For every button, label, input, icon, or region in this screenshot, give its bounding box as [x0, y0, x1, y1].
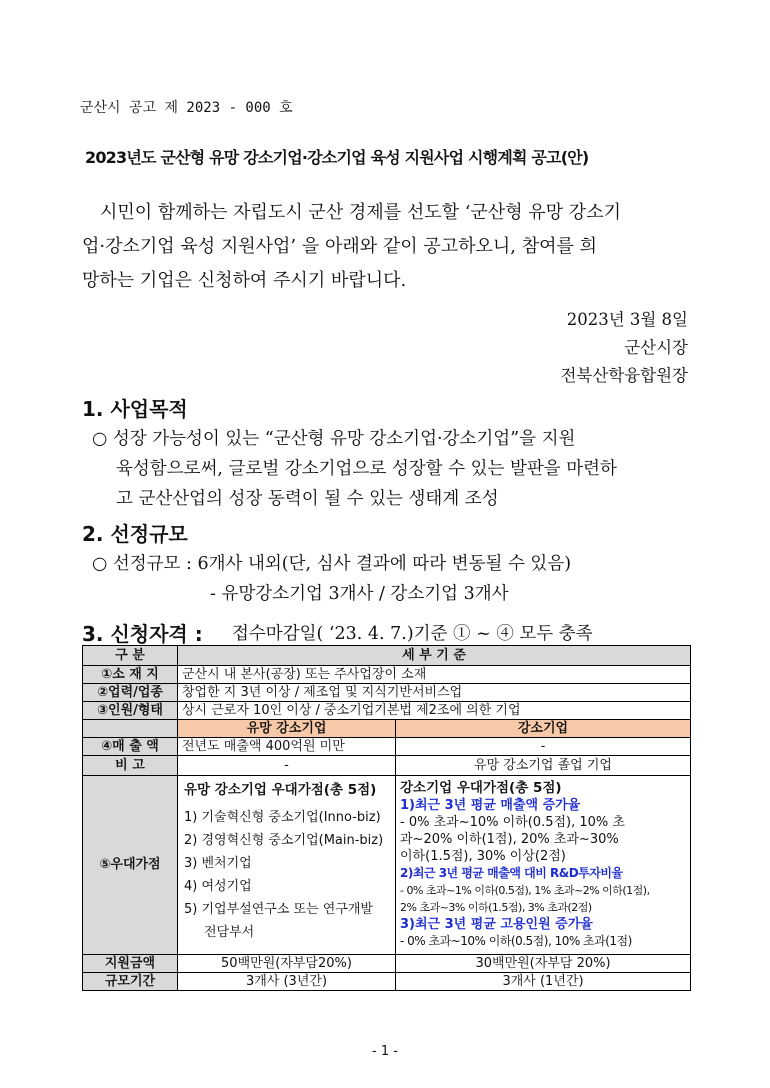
table-row — [83, 666, 691, 684]
bonus-criterion-1: 1)최근 3년 평균 매출액 증가율 — [400, 798, 581, 813]
row-label-revenue: ④매 출 액 — [83, 738, 178, 756]
row-value-scale-a: 3개사 (3년간) — [178, 973, 396, 991]
table-row — [83, 973, 691, 991]
bonus-points-strong — [396, 776, 691, 955]
row-value-scale-b: 3개사 (1년간) — [396, 973, 691, 991]
row-label-business-age: ②업력/업종 — [83, 684, 178, 702]
bonus-item: 4) 여성기업 — [184, 879, 252, 894]
table-row — [83, 756, 691, 776]
bonus-item: 5) 기업부설연구소 또는 연구개발 — [184, 902, 373, 917]
bonus-item: 2) 경영혁신형 중소기업(Main-biz) — [184, 833, 384, 848]
bonus-item: 3) 벤처기업 — [184, 856, 252, 871]
table-header-row — [83, 646, 691, 666]
section-1-line: ○ 성장 가능성이 있는 “군산형 유망 강소기업·강소기업”을 지원 — [92, 429, 576, 449]
section-3-subtitle: 접수마감일( ‘23. 4. 7.)기준 ① ~ ④ 모두 충족 — [232, 624, 593, 644]
row-value-business-age: 창업한 지 3년 이상 / 제조업 및 지식기반서비스업 — [178, 684, 691, 702]
signer-mayor: 군산시장 — [624, 338, 688, 357]
intro-paragraph — [82, 196, 688, 298]
intro-line: 업·강소기업 육성 지원사업’ 을 아래와 같이 공고하오니, 참여를 희 — [82, 236, 598, 257]
section-1-line: 육성함으로써, 글로벌 강소기업으로 성장할 수 있는 발판을 마련하 — [116, 459, 617, 479]
bonus-criterion-1-detail: - 0% 초과~10% 이하(0.5점), 10% 초 — [400, 815, 625, 830]
signer-institute: 전북산학융합원장 — [560, 366, 688, 385]
bonus-criterion-2: 2)최근 3년 평균 매출액 대비 R&D투자비율 — [400, 866, 623, 880]
bonus-criterion-2-detail: 2% 초과~3% 이하(1.5점), 3% 초과(2점) — [400, 901, 592, 914]
row-label-location: ①소 재 지 — [83, 666, 178, 684]
header-category: 구 분 — [83, 646, 178, 666]
bonus-points-promising — [178, 776, 396, 955]
row-label-bonus-points: ⑤우대가점 — [83, 776, 178, 955]
row-value-funding-b: 30백만원(자부담 20%) — [396, 955, 691, 973]
row-value-staff: 상시 근로자 10인 이상 / 중소기업기본법 제2조에 의한 기업 — [178, 702, 691, 720]
row-value-funding-a: 50백만원(자부담20%) — [178, 955, 396, 973]
notice-number: 군산시 공고 제 2023 - 000 호 — [80, 100, 293, 116]
bonus-item: 전담부서 — [204, 925, 255, 940]
row-value-revenue-b: - — [396, 738, 691, 756]
intro-line: 시민이 함께하는 자립도시 군산 경제를 선도할 ‘군산형 유망 강소기 — [100, 202, 621, 223]
row-label-staff: ③인원/형태 — [83, 702, 178, 720]
column-strong-company: 강소기업 — [396, 720, 691, 738]
section-1-line: 고 군산산업의 성장 동력이 될 수 있는 생태계 조성 — [116, 489, 499, 509]
table-row — [83, 776, 691, 955]
bonus-title-b: 강소기업 우대가점(총 5점) — [400, 780, 562, 796]
bonus-title-a: 유망 강소기업 우대가점(총 5점) — [184, 782, 377, 798]
eligibility-table — [82, 645, 691, 991]
section-3-title: 3. 신청자격 : — [82, 622, 203, 646]
bonus-criterion-1-detail: 과~20% 이하(1점), 20% 초과~30% — [400, 832, 619, 847]
section-1-title: 1. 사업목적 — [82, 397, 188, 421]
row-label-remarks: 비 고 — [83, 756, 178, 776]
bonus-criterion-3-detail: - 0% 초과~10% 이하(0.5점), 10% 초과(1점) — [400, 934, 632, 948]
bonus-criterion-3: 3)최근 3년 평균 고용인원 증가율 — [400, 917, 593, 932]
bonus-criterion-1-detail: 이하(1.5점), 30% 이상(2점) — [400, 849, 566, 864]
table-row — [83, 955, 691, 973]
header-criteria: 세 부 기 준 — [178, 646, 691, 666]
announcement-date: 2023년 3월 8일 — [566, 310, 688, 329]
section-2-title: 2. 선정규모 — [82, 522, 188, 546]
section-2-line: ○ 선정규모 : 6개사 내외(단, 심사 결과에 따라 변동될 수 있음) — [92, 554, 572, 574]
row-label-funding: 지원금액 — [83, 955, 178, 973]
bonus-criterion-2-detail: - 0% 초과~1% 이하(0.5점), 1% 초과~2% 이하(1점), — [400, 884, 650, 897]
row-value-remarks-b: 유망 강소기업 졸업 기업 — [396, 756, 691, 776]
column-promising-company: 유망 강소기업 — [178, 720, 396, 738]
table-row — [83, 720, 691, 738]
bonus-item: 1) 기술혁신형 중소기업(Inno-biz) — [184, 810, 381, 825]
section-2-line: - 유망강소기업 3개사 / 강소기업 3개사 — [210, 584, 509, 604]
table-row — [83, 684, 691, 702]
table-row — [83, 702, 691, 720]
intro-line: 망하는 기업은 신청하여 주시기 바랍니다. — [82, 270, 407, 291]
document-title: 2023년도 군산형 유망 강소기업·강소기업 육성 지원사업 시행계획 공고(안) — [85, 148, 589, 167]
row-value-remarks-a: - — [178, 756, 396, 776]
row-value-revenue-a: 전년도 매출액 400억원 미만 — [178, 738, 396, 756]
table-row — [83, 738, 691, 756]
page-number: - 1 - — [372, 1044, 398, 1059]
row-label-scale-period: 규모기간 — [83, 973, 178, 991]
row-value-location: 군산시 내 본사(공장) 또는 주사업장이 소재 — [178, 666, 691, 684]
